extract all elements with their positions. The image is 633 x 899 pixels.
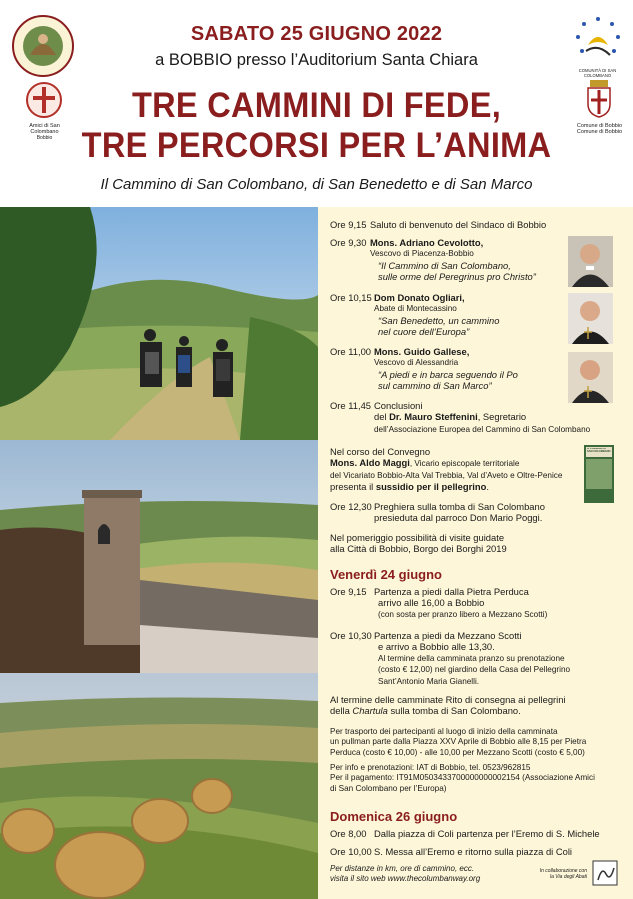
portrait-ogliari [568,293,613,344]
sussidio-title: sussidio per il pellegrino [375,481,487,493]
event-sunday-2 [330,846,625,858]
sunday-heading: Domenica 26 giugno [330,809,458,824]
sussidio-book-image [584,445,614,503]
event-cevolotto [330,237,565,287]
collab-note [527,868,587,880]
event-text: Preghiera sulla tomba di San Colombano [374,501,545,512]
via-abati-logo [592,860,618,886]
event-time: Ore 12,30 [330,501,372,512]
event-ogliari [330,292,565,342]
talk-title: “A piedi e in barca seguendo il Po [378,368,518,380]
main-title-line-1: TRE CAMMINI DI FEDE, [131,86,502,125]
text-del: del [374,411,390,423]
rite-text-2 [330,705,620,716]
rite-note [330,694,620,717]
portrait-cevolotto [568,236,613,287]
speaker-name: Mons. Adriano Cevolotto, [370,237,484,248]
speaker-role: , Vicario episcopale territoriale [409,459,520,469]
tagline: Il Cammino di San Colombano, di San Benedetto e di San Marco [100,176,533,193]
guided-text-2: alla Città di Bobbio, Borgo dei Borghi 2019 [330,543,507,555]
book-title: IL CAMMINO DI SAN COLOMBANO [587,448,611,453]
convegno-speaker [330,457,580,469]
talk-title-2: nel cuore dell’Europa” [378,326,470,338]
talk-title: “San Benedetto, un cammino [378,314,500,326]
rite-text: Al termine delle camminate Rito di consegna ai pellegrini [330,694,566,705]
conclusioni-label: Conclusioni [374,400,423,411]
comune-caption: Comune di Bobbio [576,123,623,129]
photo-hay-bales [0,673,318,899]
speaker-role: Abate di Montecassino [374,304,457,314]
text-della: della [330,705,353,717]
text-period: . [486,481,489,493]
photo-hikers [0,207,318,440]
info-payment-2: di San Colombano per l’Europa) [330,783,447,793]
event-time: Ore 10,30 [330,630,372,641]
info-payment: Per il pagamento: IT91M0503433700000000002154 (Associazione Amici [330,773,595,783]
footer-text: Per distanze in km, ore di cammino, ecc. [330,864,475,873]
event-time: Ore 10,15 [330,292,372,303]
portrait-gallese [568,352,613,403]
speaker-role: Vescovo di Alessandria [374,358,459,368]
event-sunday-1 [330,828,625,840]
speaker-name: Dr. Mauro Steffenini [389,411,478,423]
event-text: Saluto di benvenuto del Sindaco di Bobbio [370,219,547,230]
photo-bell-tower [0,440,318,673]
event-time: Ore 11,45 [330,400,371,411]
event-time: Ore 9,30 [330,237,367,248]
main-title-line-2: TRE PERCORSI PER L’ANIMA [81,126,552,165]
talk-title-2: sulle orme del Peregrinus pro Christo” [378,271,536,283]
speaker-role: Vescovo di Piacenza-Bobbio [370,249,474,259]
speaker-name: Mons. Guido Gallese, [374,346,470,357]
transport-note [330,727,625,758]
guided-visits [330,532,610,555]
event-date: SABATO 25 GIUGNO 2022 [190,23,443,45]
event-time: Ore 9,15 [330,219,367,230]
conclusioni-association: dell’Associazione Europea del Cammino di San Colombano [374,425,591,434]
convegno-vicariato: del Vicariato Bobbio-Alta Val Trebbia, Val d’Aveto e Oltre-Penice [330,470,563,480]
footer-website: visita il sito web www.thecolumbanway.org [330,874,481,883]
event-time: Ore 9,15 [330,586,367,597]
convegno-sussidio [330,481,580,492]
event-text-4: (costo € 12,00) nel giardino della Casa del Pellegrino [378,665,571,675]
chartula: Chartula [352,705,388,717]
transport-text-3: Perduca (costo € 10,00) - alle 10,00 per Mezzano Scotti (costo € 5,00) [330,747,585,757]
transport-text: Per trasporto dei partecipanti al luogo di inizio della camminata [330,727,558,736]
guided-text: Nel pomeriggio possibilità di visite guidate [330,532,505,543]
event-time: Ore 8,00 [330,828,367,839]
event-text-2: arrivo alle 16,00 a Bobbio [378,597,485,609]
collab-text-2: la Via degli Abati [550,874,587,880]
event-text: S. Messa all’Eremo e ritorno sulla piazza di Coli [374,846,572,857]
transport-text-2: un pullman parte dalla Piazza XXV Aprile di Bobbio alle 8,15 per Pietra [330,737,587,747]
collab-text: In collaborazione con [539,868,587,874]
event-text-3: (con sosta per pranzo libero a Mezzano Scotti) [378,609,548,619]
event-venue: a BOBBIO presso l’Auditorium Santa Chiara [155,51,478,69]
event-text-5: Sant’Antonio Maria Gianelli. [378,676,480,686]
info-note [330,763,625,794]
event-gallese [330,346,565,396]
event-friday-1 [330,586,610,622]
speaker-name: Mons. Aldo Maggi [330,457,410,469]
info-contact: Per info e prenotazioni: IAT di Bobbio, tel. 0523/962815 [330,763,531,772]
conclusioni-speaker [374,411,526,422]
event-text: Partenza a piedi da Mezzano Scotti [374,630,522,641]
convegno-intro: Nel corso del Convegno [330,446,431,457]
event-text-2: e arrivo a Bobbio alle 13,30. [378,641,495,653]
speaker-role: , Segretario [477,411,527,423]
event-text-3: Al termine della camminata pranzo su prenotazione [378,653,565,663]
comunita-caption: COMUNITÀ DI SAN COLOMBANO [578,68,617,78]
talk-title-2: sul cammino di San Marco” [378,380,492,392]
footer-note [330,864,530,884]
convegno-block [330,446,580,493]
event-text: Dalla piazza di Coli partenza per l’Eremo di S. Michele [374,828,600,839]
amici-caption-city: Bobbio [36,135,53,141]
event-time: Ore 11,00 [330,346,371,357]
amici-caption: Amici di San Colombano [29,123,60,135]
talk-title: “Il Cammino di San Colombano, [378,259,511,271]
speaker-name: Dom Donato Ogliari, [374,292,465,303]
text-tomba: sulla tomba di San Colombano. [387,705,521,717]
event-time: Ore 10,00 [330,846,372,857]
event-text-2: presieduta dal parroco Don Mario Poggi. [374,512,543,524]
event-preghiera [330,501,610,525]
friday-heading: Venerdì 24 giugno [330,567,442,582]
event-text: Partenza a piedi dalla Pietra Perduca [374,586,529,597]
event-friday-2 [330,630,610,692]
text-presenta: presenta il [330,481,376,493]
event-saluto [330,219,620,231]
comune-caption-2: Comune di Bobbio [576,129,623,135]
